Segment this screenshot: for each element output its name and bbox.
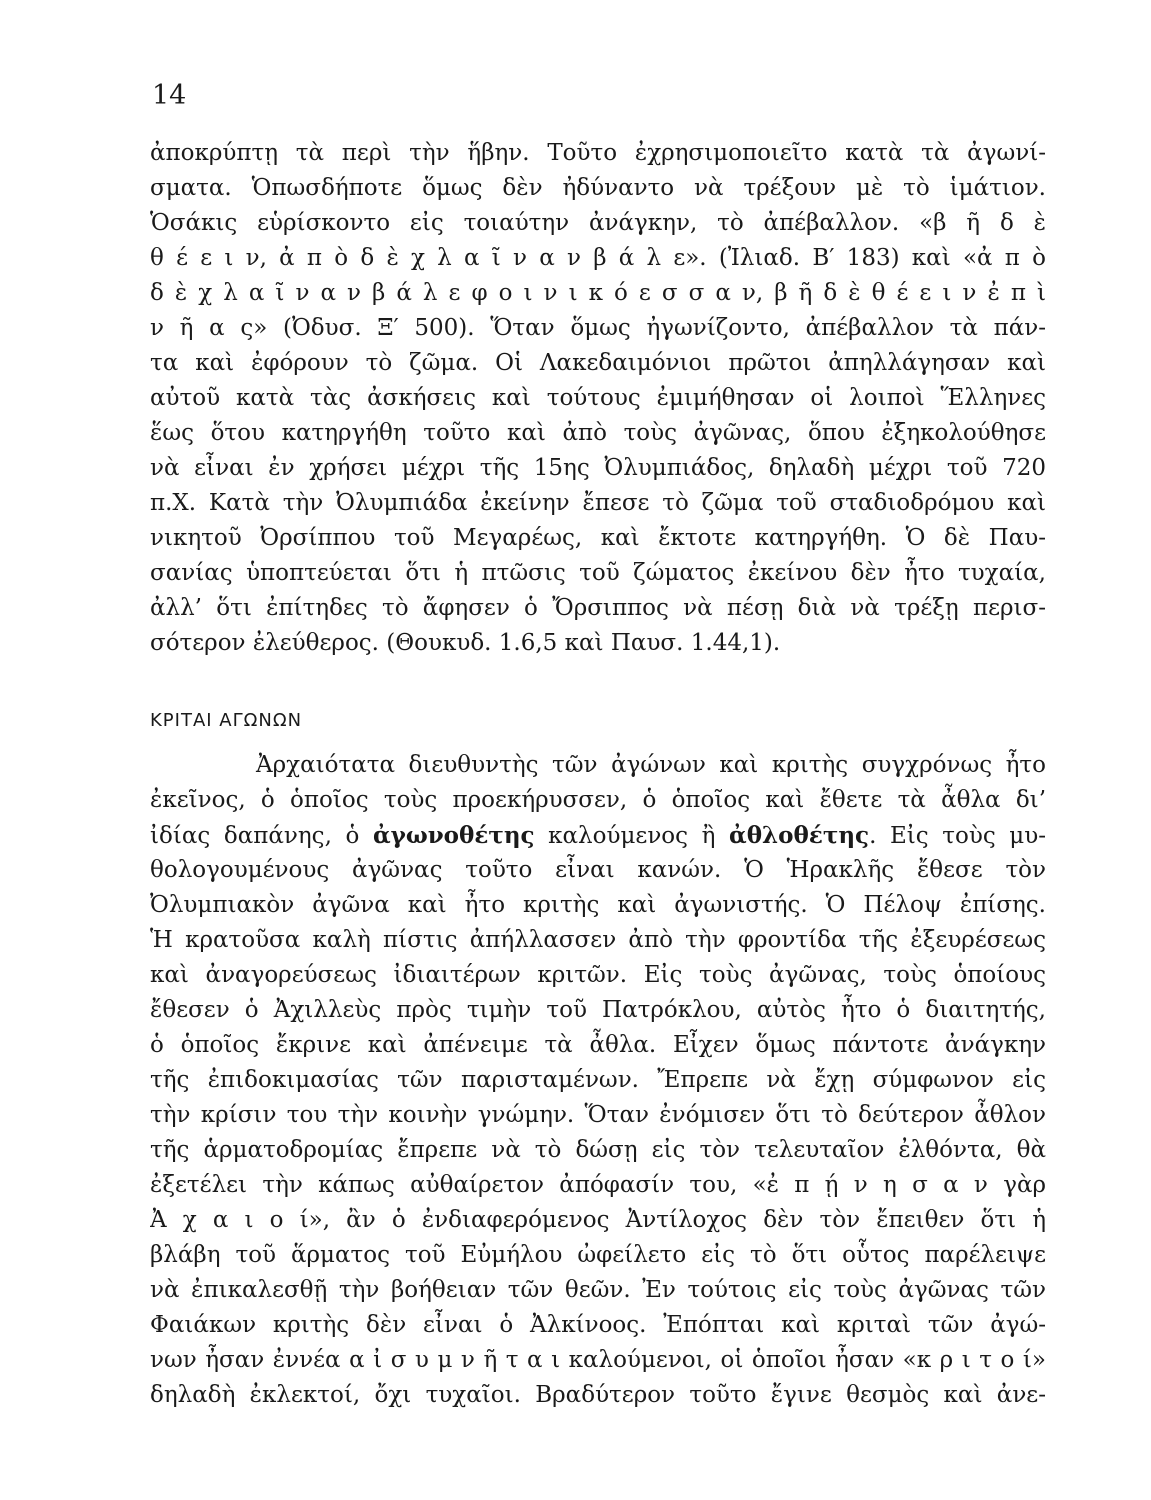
text-line: νικητοῦ Ὀρσίππου τοῦ Μεγαρέως, καὶ ἔκτοτε κατηργήθη. Ὁ δὲ Παυ- (150, 525, 1046, 551)
text-line: δηλαδὴ ἐκλεκτοί, ὄχι τυχαῖοι. Βραδύτερον τοῦτο ἔγινε θεσμὸς καὶ ἀνε- (150, 1382, 1046, 1408)
text-line: ἀλλ’ ὅτι ἐπίτηδες τὸ ἄφησεν ὁ Ὄρσιππος νὰ πέσῃ διὰ νὰ τρέξῃ περισ- (150, 595, 1046, 621)
text-line: θ έ ε ι ν, ἀ π ὸ δ ὲ χ λ α ῖ ν α ν β ά λ ε». (Ἰλιαδ. Β′ 183) καὶ «ἀ π ὸ (150, 245, 1046, 271)
text-line: νὰ ἐπικαλεσθῇ τὴν βοήθειαν τῶν θεῶν. Ἐν τούτοις εἰς τοὺς ἀγῶνας τῶν (150, 1277, 1046, 1303)
text-line: τα καὶ ἐφόρουν τὸ ζῶμα. Οἱ Λακεδαιμόνιοι πρῶτοι ἀπηλλάγησαν καὶ (150, 350, 1046, 376)
text-line: Ἀ χ α ι ο ί», ἂν ὁ ἐνδιαφερόμενος Ἀντίλοχος δὲν τὸν ἔπειθεν ὅτι ἡ (150, 1207, 1046, 1233)
text-line: σματα. Ὁπωσδήποτε ὅμως δὲν ἠδύναντο νὰ τρέξουν μὲ τὸ ἱμάτιον. (150, 175, 1046, 201)
text-fragment: ἰδίας δαπάνης, ὁ (150, 823, 373, 849)
text-line: βλάβη τοῦ ἅρματος τοῦ Εὐμήλου ὠφείλετο εἰς τὸ ὅτι οὗτος παρέλειψε (150, 1242, 1046, 1268)
text-line: νων ἦσαν ἐννέα α ἰ σ υ μ ν ῆ τ α ι καλούμενοι, οἱ ὁποῖοι ἦσαν «κ ρ ι τ ο ί» (150, 1347, 1046, 1373)
text-line: Ὀλυμπιακὸν ἀγῶνα καὶ ἦτο κριτὴς καὶ ἀγωνιστής. Ὁ Πέλοψ ἐπίσης. (150, 892, 1046, 918)
text-line: δ ὲ χ λ α ῖ ν α ν β ά λ ε φ ο ι ν ι κ ό ε σ σ α ν, β ῆ δ ὲ θ έ ε ι ν ἐ π ὶ (150, 280, 1046, 306)
page-number: 14 (152, 80, 187, 111)
bold-term-athlothetes: ἀθλοθέτης (729, 822, 870, 849)
text-fragment: . Εἰς τοὺς μυ- (869, 823, 1046, 849)
text-line: τῆς ἐπιδοκιμασίας τῶν παρισταμένων. Ἔπρεπε νὰ ἔχῃ σύμφωνον εἰς (150, 1067, 1046, 1093)
text-line: Ὁσάκις εὑρίσκοντο εἰς τοιαύτην ἀνάγκην, τὸ ἀπέβαλλον. «β ῆ δ ὲ (150, 210, 1046, 236)
text-fragment: καλούμενος ἢ (534, 823, 730, 849)
text-line: Ἀρχαιότατα διευθυντὴς τῶν ἀγώνων καὶ κριτὴς συγχρόνως ἦτο (256, 752, 1046, 778)
text-line: καὶ ἀναγορεύσεως ἰδιαιτέρων κριτῶν. Εἰς τοὺς ἀγῶνας, τοὺς ὁποίους (150, 962, 1046, 988)
text-line: νὰ εἶναι ἐν χρήσει μέχρι τῆς 15ης Ὀλυμπιάδος, δηλαδὴ μέχρι τοῦ 720 (150, 455, 1046, 481)
text-line: ἀποκρύπτῃ τὰ περὶ τὴν ἥβην. Τοῦτο ἐχρησιμοποιεῖτο κατὰ τὰ ἀγωνί- (150, 140, 1046, 166)
text-line: ἐκεῖνος, ὁ ὁποῖος τοὺς προεκήρυσσεν, ὁ ὁποῖος καὶ ἔθετε τὰ ἆθλα δι’ (150, 787, 1046, 813)
paragraph-1 (150, 136, 1046, 661)
section-heading: ΚΡΙΤΑΙ ΑΓΩΝΩΝ (150, 710, 303, 731)
text-line: π.Χ. Κατὰ τὴν Ὀλυμπιάδα ἐκείνην ἔπεσε τὸ ζῶμα τοῦ σταδιοδρόμου καὶ (150, 490, 1046, 516)
text-line: θολογουμένους ἀγῶνας τοῦτο εἶναι κανών. Ὁ Ἡρακλῆς ἔθεσε τὸν (150, 857, 1046, 883)
text-line: ἕως ὅτου κατηργήθη τοῦτο καὶ ἀπὸ τοὺς ἀγῶνας, ὅπου ἐξηκολούθησε (150, 420, 1046, 446)
text-line: σότερον ἐλεύθερος. (Θουκυδ. 1.6,5 καὶ Παυσ. 1.44,1). (150, 630, 781, 656)
text-line: τὴν κρίσιν του τὴν κοινὴν γνώμην. Ὅταν ἐνόμισεν ὅτι τὸ δεύτερον ἆθλον (150, 1102, 1046, 1128)
text-line: ν ῆ α ς» (Ὀδυσ. Ξ′ 500). Ὅταν ὅμως ἠγωνίζοντο, ἀπέβαλλον τὰ πάν- (150, 315, 1046, 341)
paragraph-2 (150, 748, 1046, 1413)
text-line: Ἡ κρατοῦσα καλὴ πίστις ἀπήλλασσεν ἀπὸ τὴν φροντίδα τῆς ἐξευρέσεως (150, 927, 1046, 953)
bold-term-agonothetes: ἀγωνοθέτης (372, 822, 535, 849)
text-line: τῆς ἁρματοδρομίας ἔπρεπε νὰ τὸ δώσῃ εἰς τὸν τελευταῖον ἐλθόντα, θὰ (150, 1137, 1046, 1163)
text-line: ἔθεσεν ὁ Ἀχιλλεὺς πρὸς τιμὴν τοῦ Πατρόκλου, αὐτὸς ἦτο ὁ διαιτητής, (150, 997, 1046, 1023)
text-line (150, 818, 1046, 853)
text-line: σανίας ὑποπτεύεται ὅτι ἡ πτῶσις τοῦ ζώματος ἐκείνου δὲν ἦτο τυχαία, (150, 560, 1046, 586)
text-line: ὁ ὁποῖος ἔκρινε καὶ ἀπένειμε τὰ ἆθλα. Εἶχεν ὅμως πάντοτε ἀνάγκην (150, 1032, 1046, 1058)
text-line: αὐτοῦ κατὰ τὰς ἀσκήσεις καὶ τούτους ἐμιμήθησαν οἱ λοιποὶ Ἕλληνες (150, 385, 1046, 411)
text-line: ἐξετέλει τὴν κάπως αὐθαίρετον ἀπόφασίν του, «ἐ π ῄ ν η σ α ν γὰρ (150, 1172, 1046, 1198)
text-line: Φαιάκων κριτὴς δὲν εἶναι ὁ Ἀλκίνοος. Ἐπόπται καὶ κριταὶ τῶν ἀγώ- (150, 1312, 1046, 1338)
